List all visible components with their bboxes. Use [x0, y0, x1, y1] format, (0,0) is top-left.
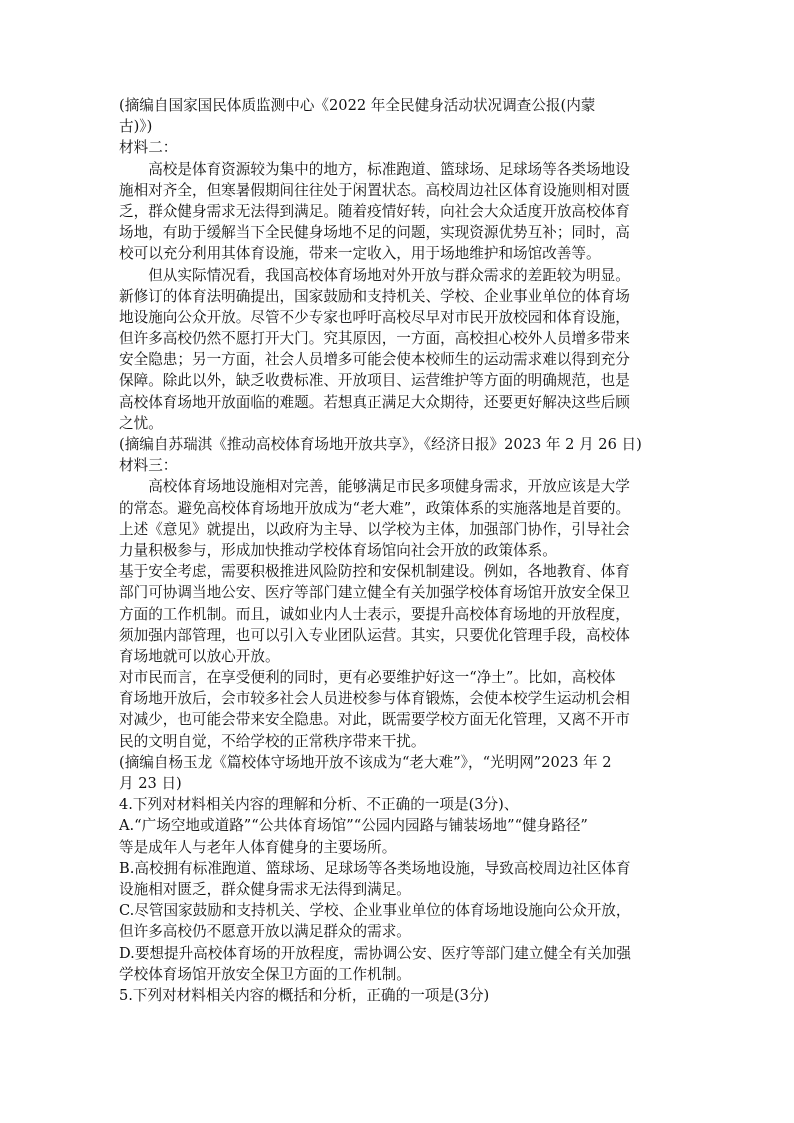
- material-2-paragraph-1-line: 校可以充分利用其体育设施，带来一定收入，用于场地维护和场馆改善等。: [119, 245, 601, 263]
- material-3-paragraph-line: 对减少，也可能会带来安全隐患。对此，既需要学校方面无化管理，又离不开市: [119, 711, 630, 729]
- material-3-paragraph-line: 的常态。避免高校体育场地开放成为“老大难”，政策体系的实施落地是首要的。: [119, 499, 631, 517]
- material-2-paragraph-1-line: 场地，有助于缓解当下全民健身场地不足的问题，实现资源优势互补；同时，高: [119, 224, 630, 242]
- material-3-paragraph-line: 对市民而言，在享受便利的同时，更有必要维护好这一“净土”。比如，高校体: [119, 669, 616, 687]
- question-4-stem: 4.下列对材料相关内容的理解和分析、不正确的一项是(3分)、: [119, 796, 519, 814]
- question-5-stem: 5.下列对材料相关内容的概括和分析，正确的一项是(3分): [119, 986, 490, 1004]
- material-2-paragraph-2-line: 之忧。: [119, 414, 163, 432]
- material-2-paragraph-1-line: 高校是体育资源较为集中的地方，标准跑道、篮球场、足球场等各类场地设: [119, 160, 630, 178]
- material-3-paragraph-line: 方面的工作机制。而且，诚如业内人士表示，要提升高校体育场地的开放程度，: [119, 605, 630, 623]
- material-2-paragraph-2-line: 地设施向公众开放。尽管不少专家也呼吁高校尽早对市民开放校园和体育设施，: [119, 308, 630, 326]
- question-4-option-a-cont: 等是成年人与老年人体育健身的主要场所。: [119, 838, 397, 856]
- material-2-paragraph-2-line: 但许多高校仍然不愿打开大门。究其原因，一方面，高校担心校外人员增多带来: [119, 330, 630, 348]
- material-3-heading: 材料三：: [119, 457, 178, 475]
- material-2-paragraph-2-line: 保障。除此以外，缺乏收费标准、开放项目、运营维护等方面的明确规范，也是: [119, 372, 630, 390]
- material-2-paragraph-1-line: 乏，群众健身需求无法得到满足。随着疫情好转，向社会大众适度开放高校体育: [119, 202, 630, 220]
- question-4-option-b-cont: 设施相对匮乏，群众健身需求无法得到满足。: [119, 880, 411, 898]
- material-3-paragraph-line: 育场地开放后，会市较多社会人员进校参与体育锻炼，会使本校学生运动机会相: [119, 690, 630, 708]
- material-3-paragraph-line: 上述《意见》就提出，以政府为主导、以学校为主体，加强部门协作，引导社会: [119, 520, 630, 538]
- material-2-heading: 材料二：: [119, 139, 178, 157]
- material-2-paragraph-2-line: 但从实际情况看，我国高校体育场地对外开放与群众需求的差距较为明显。: [119, 266, 630, 284]
- material-2-paragraph-2-line: 新修订的体育法明确提出，国家鼓励和支持机关、学校、企业事业单位的体育场: [119, 287, 630, 305]
- source-citation-3-cont: 月 23 日): [119, 775, 182, 792]
- source-citation-3: (摘编自杨玉龙《篇校体守场地开放不该成为“老大难”》，“光明网”2023 年 2: [119, 753, 612, 771]
- material-2-paragraph-2-line: 安全隐患；另一方面，社会人员增多可能会使本校师生的运动需求难以得到充分: [119, 351, 630, 369]
- question-4-option-d-cont: 学校体育场馆开放安全保卫方面的工作机制。: [119, 965, 411, 983]
- material-3-paragraph-line: 民的文明自觉，不给学校的正常秩序带来干扰。: [119, 732, 426, 750]
- material-3-paragraph-line: 部门可协调当地公安、医疗等部门建立健全有关加强学校体育场馆开放安全保卫: [119, 584, 630, 602]
- question-4-option-a: A.“广场空地或道路”“公共体育场馆”“公园内园路与铺装场地”“健身路径”: [119, 817, 588, 835]
- question-4-option-b: B.高校拥有标准跑道、篮球场、足球场等各类场地设施，导致高校周边社区体育: [119, 859, 631, 877]
- question-4-option-c-cont: 但许多高校仍不愿意开放以满足群众的需求。: [119, 923, 411, 941]
- question-4-option-d: D.要想提升高校体育场的开放程度，需协调公安、医疗等部门建立健全有关加强: [119, 944, 632, 962]
- material-3-paragraph-line: 高校体育场地设施相对完善，能够满足市民多项健身需求，开放应该是大学: [119, 478, 630, 496]
- source-citation-1: (摘编自国家国民体质监测中心《2022 年全民健身活动状况调查公报(内蒙: [119, 97, 596, 114]
- material-2-paragraph-2-line: 高校体育场地开放面临的难题。若想真正满足大众期待，还要更好解决这些后顾: [119, 393, 630, 411]
- material-3-paragraph-line: 须加强内部管理，也可以引入专业团队运营。其实，只要优化管理手段，高校体: [119, 626, 630, 644]
- material-2-paragraph-1-line: 施相对齐全，但寒暑假期间往往处于闲置状态。高校周边社区体育设施则相对匮: [119, 181, 630, 199]
- source-citation-1-cont: 古)》): [119, 118, 153, 136]
- material-3-paragraph-line: 力量积极参与，形成加快推动学校体育场馆向社会开放的政策体系。: [119, 541, 557, 559]
- source-citation-2: (摘编自苏瑞淇《推动高校体育场地开放共享》，《经济日报》2023 年 2 月 26 日): [119, 436, 642, 453]
- material-3-paragraph-line: 基于安全考虑，需要积极推进风险防控和安保机制建设。例如，各地教育、体育: [119, 563, 630, 581]
- document-page: [119, 95, 684, 1006]
- material-3-paragraph-line: 育场地就可以放心开放。: [119, 647, 280, 665]
- question-4-option-c: C.尽管国家鼓励和支持机关、学校、企业事业单位的体育场地设施向公众开放，: [119, 902, 631, 920]
